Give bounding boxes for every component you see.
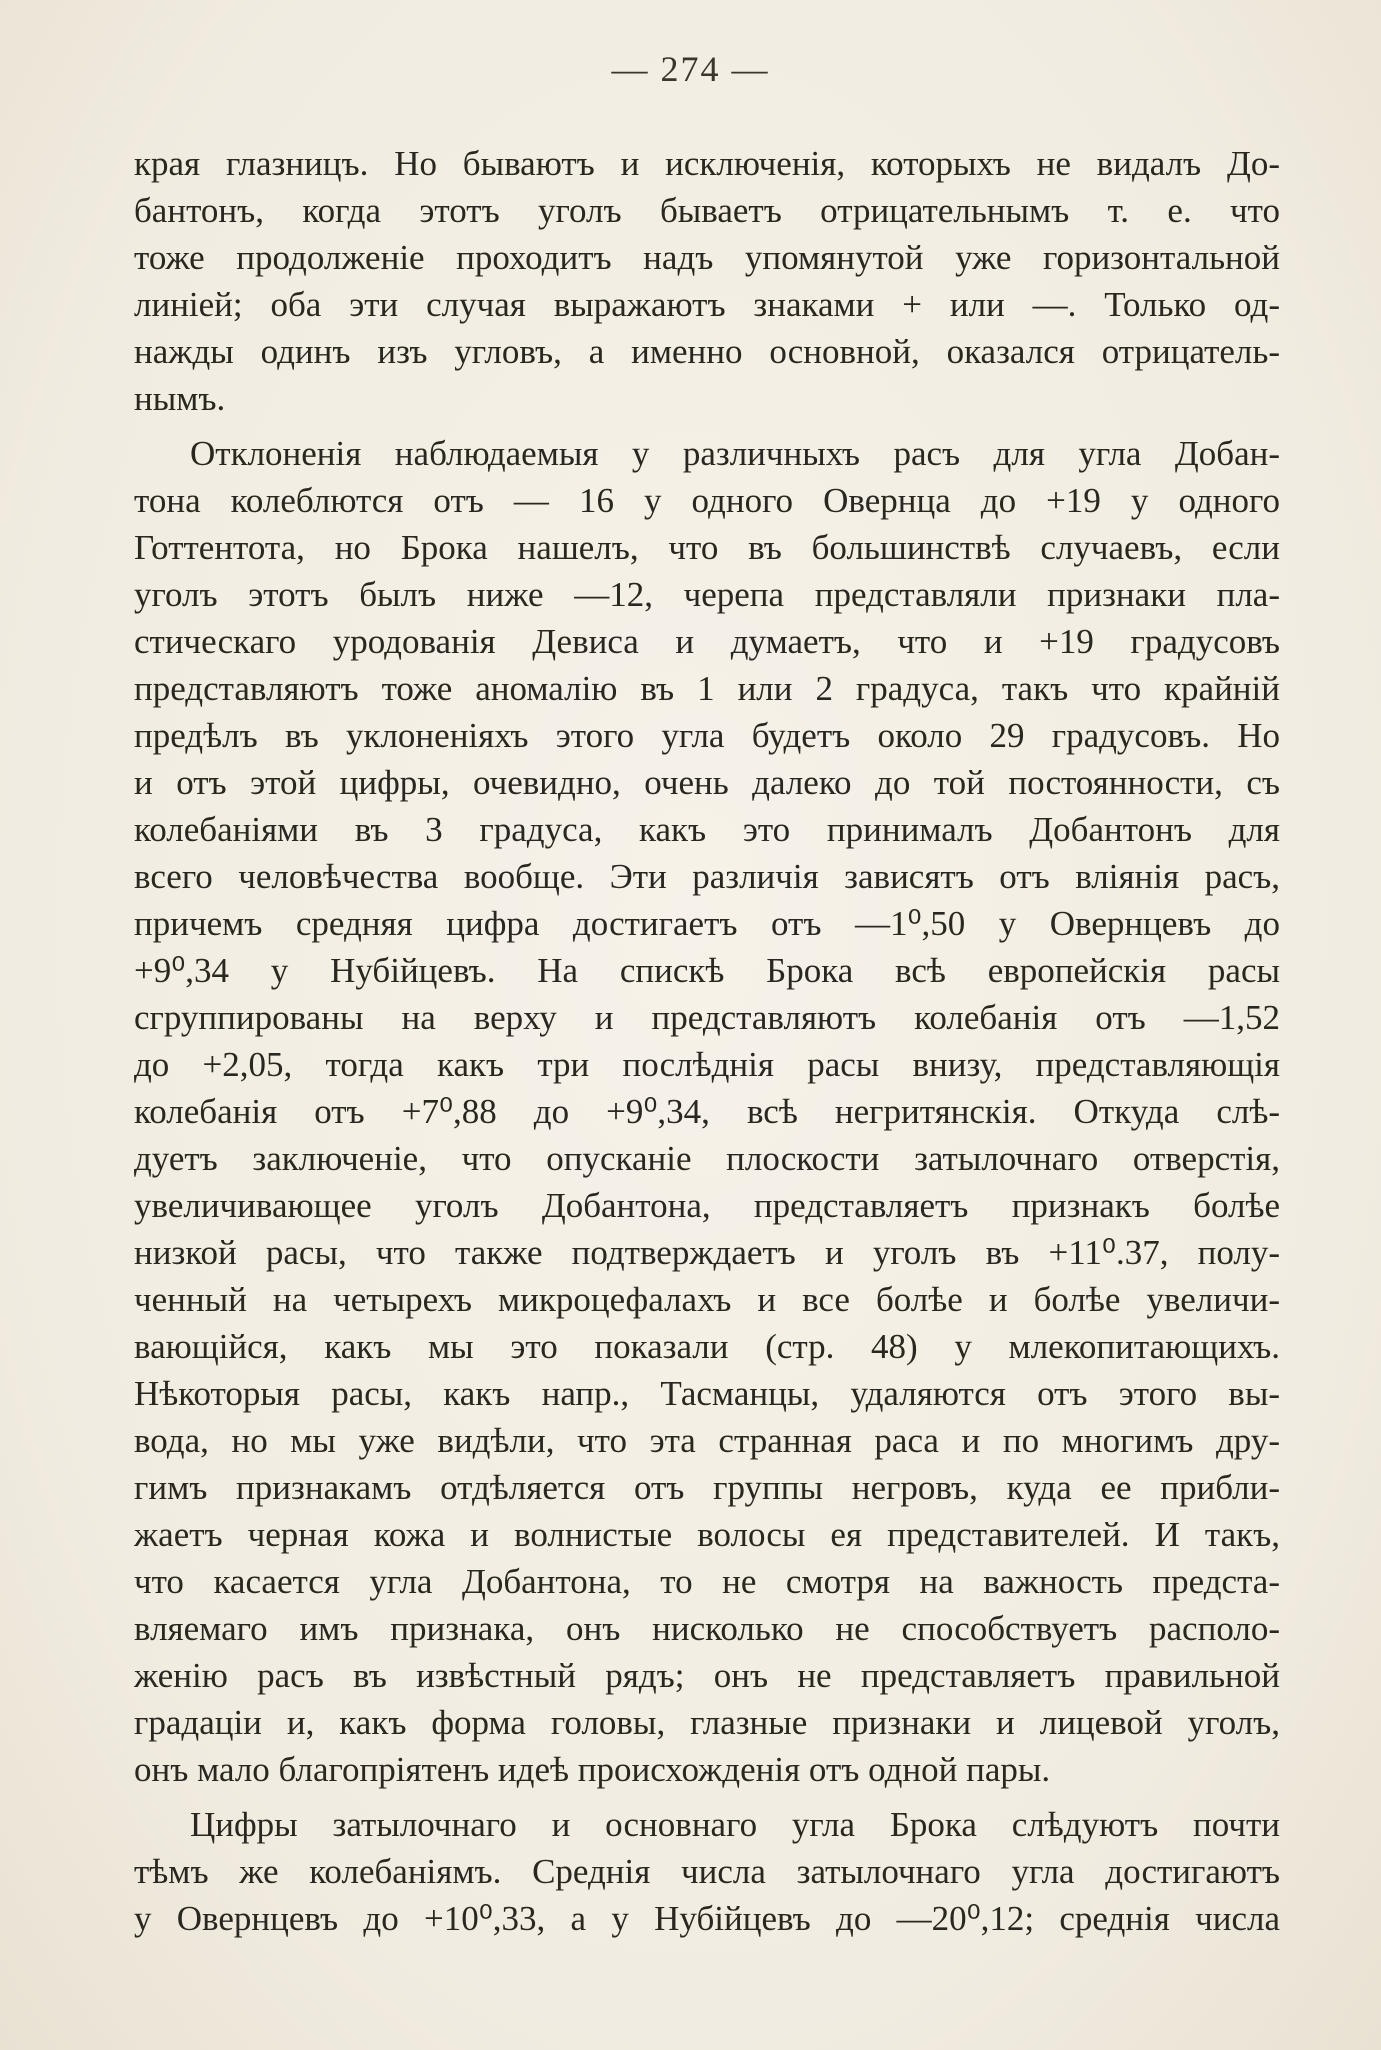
- page-number: — 274 —: [611, 49, 770, 89]
- text-line: градаціи и, какъ форма головы, глазные признаки и лицевой уголъ,: [134, 1703, 1280, 1742]
- text-line: тѣмъ же колебаніямъ. Среднія числа затылочнаго угла достигаютъ: [134, 1852, 1280, 1891]
- text-line: вающійся, какъ мы это показали (стр. 48) у млекопитающихъ.: [134, 1327, 1280, 1366]
- text-line: сгруппированы на верху и представляютъ колебанія отъ —1,52: [134, 998, 1280, 1037]
- text-line: Готтентота, но Брока нашелъ, что въ большинствѣ случаевъ, если: [134, 528, 1280, 567]
- text-line: вода, но мы уже видѣли, что эта странная раса и по многимъ дру-: [134, 1421, 1280, 1460]
- body-text: [134, 140, 1280, 1950]
- text-line: онъ мало благопріятенъ идеѣ происхожденія отъ одной пары.: [134, 1750, 1051, 1789]
- text-line: женію расъ въ извѣстный рядъ; онъ не представляетъ правильной: [134, 1656, 1280, 1695]
- text-line: края глазницъ. Но бываютъ и исключенія, которыхъ не видалъ До-: [134, 144, 1280, 183]
- text-line: что касается угла Добантона, то не смотря на важность предста-: [134, 1562, 1280, 1601]
- text-line: и отъ этой цифры, очевидно, очень далеко до той постоянности, съ: [134, 763, 1280, 802]
- paragraph: [134, 430, 1280, 1793]
- text-line: колебаніями въ 3 градуса, какъ это принималъ Добантонъ для: [134, 810, 1280, 849]
- text-line: ченный на четырехъ микроцефалахъ и все болѣе и болѣе увеличи-: [134, 1280, 1280, 1319]
- text-line: Цифры затылочнаго и основнаго угла Брока слѣдуютъ почти: [190, 1805, 1280, 1844]
- text-line: увеличивающее уголъ Добантона, представляетъ признакъ болѣе: [134, 1186, 1280, 1225]
- text-line: низкой расы, что также подтверждаетъ и уголъ въ +11⁰.37, полу-: [134, 1233, 1280, 1272]
- text-line: нымъ.: [134, 379, 226, 418]
- text-line: бантонъ, когда этотъ уголъ бываетъ отрицательнымъ т. е. что: [134, 191, 1280, 230]
- text-line: представляютъ тоже аномалію въ 1 или 2 градуса, такъ что крайній: [134, 669, 1280, 708]
- text-line: стическаго уродованія Девиса и думаетъ, что и +19 градусовъ: [134, 622, 1280, 661]
- text-line: Нѣкоторыя расы, какъ напр., Тасманцы, удаляются отъ этого вы-: [134, 1374, 1280, 1413]
- text-line: всего человѣчества вообще. Эти различія зависятъ отъ вліянія расъ,: [134, 857, 1280, 896]
- text-line: жаетъ черная кожа и волнистые волосы ея представителей. И такъ,: [134, 1515, 1280, 1554]
- text-line: гимъ признакамъ отдѣляется отъ группы негровъ, куда ее прибли-: [134, 1468, 1280, 1507]
- text-line: тона колеблются отъ — 16 у одного Овернца до +19 у одного: [134, 481, 1280, 520]
- text-line: причемъ средняя цифра достигаетъ отъ —1⁰,50 у Овернцевъ до: [134, 904, 1280, 943]
- text-line: у Овернцевъ до +10⁰,33, а у Нубійцевъ до —20⁰,12; среднія числа: [134, 1899, 1280, 1938]
- text-line: предѣлъ въ уклоненіяхъ этого угла будетъ около 29 градусовъ. Но: [134, 716, 1280, 755]
- text-line: Отклоненія наблюдаемыя у различныхъ расъ для угла Добан-: [190, 434, 1280, 473]
- text-line: до +2,05, тогда какъ три послѣднія расы внизу, представляющія: [134, 1045, 1280, 1084]
- text-line: нажды одинъ изъ угловъ, а именно основной, оказался отрицатель-: [134, 332, 1280, 371]
- text-line: вляемаго имъ признака, онъ нисколько не способствуетъ располо-: [134, 1609, 1280, 1648]
- text-line: +9⁰,34 у Нубійцевъ. На спискѣ Брока всѣ европейскія расы: [134, 951, 1280, 990]
- text-line: колебанія отъ +7⁰,88 до +9⁰,34, всѣ негритянскія. Откуда слѣ-: [134, 1092, 1280, 1131]
- text-line: дуетъ заключеніе, что опусканіе плоскости затылочнаго отверстія,: [134, 1139, 1280, 1178]
- text-line: линіей; оба эти случая выражаютъ знаками + или —. Только од-: [134, 285, 1280, 324]
- paragraph: [134, 1801, 1280, 1942]
- text-line: уголъ этотъ былъ ниже —12, черепа представляли признаки пла-: [134, 575, 1280, 614]
- text-line: тоже продолженіе проходитъ надъ упомянутой уже горизонтальной: [134, 238, 1280, 277]
- paragraph: [134, 140, 1280, 422]
